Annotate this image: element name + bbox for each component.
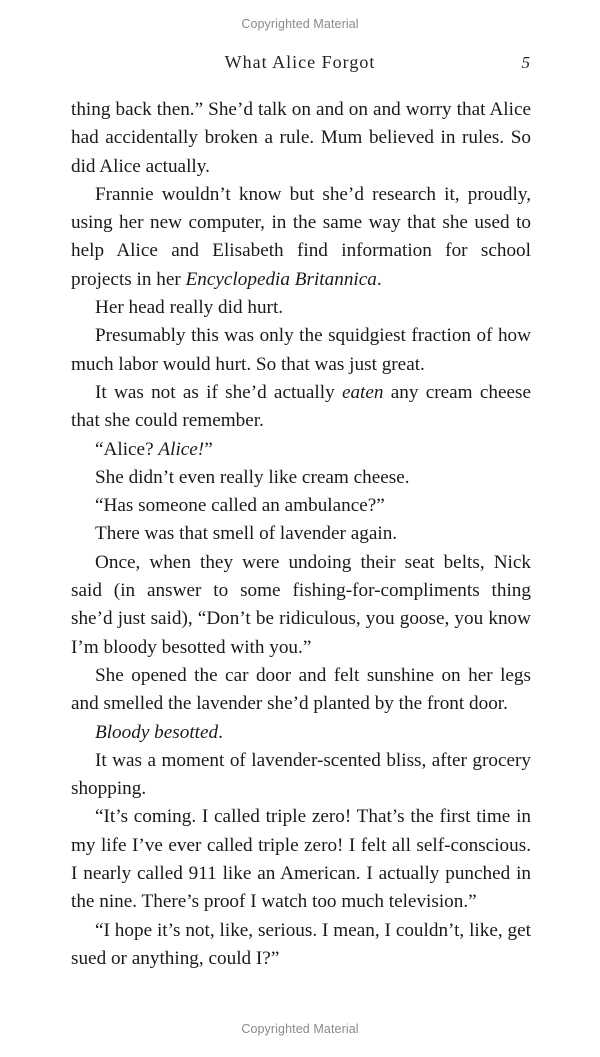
paragraph <box>71 549 531 662</box>
paragraph <box>71 492 531 520</box>
paragraph <box>71 181 531 294</box>
text-run: It was a moment of lavender-scented bliss, after grocery shopping. <box>71 749 531 800</box>
paragraph <box>71 719 531 747</box>
text-run: It was not as if she’d actually <box>95 381 342 403</box>
italic-text: eaten <box>341 381 384 403</box>
paragraph <box>71 322 531 379</box>
paragraph <box>71 747 531 804</box>
text-run: There was that smell of lavender again. <box>95 523 398 545</box>
text-run: “Has someone called an ambulance?” <box>95 495 385 517</box>
copyright-watermark-top: Copyrighted Material <box>241 17 359 31</box>
text-run: “It’s coming. I called triple zero! That’s the first time in my life I’ve ever called triple zero! I felt all self-conscious. I nearly called 911 like an American. I actually punched in the nine. There’s proof I watch too much television.” <box>71 806 531 913</box>
text-run: She didn’t even really like cream cheese. <box>95 466 410 488</box>
paragraph <box>71 294 531 322</box>
italic-text: Bloody besotted <box>95 721 219 743</box>
paragraph <box>71 520 531 548</box>
paragraph <box>71 803 531 916</box>
italic-text: Encyclopedia Britannica <box>185 268 377 290</box>
paragraph <box>71 464 531 492</box>
copyright-watermark-bottom: Copyrighted Material <box>241 1022 359 1036</box>
text-run: ” <box>204 438 213 460</box>
paragraph <box>71 917 531 974</box>
text-run: Presumably this was only the squidgiest fraction of how much labor would hurt. So that was just great. <box>71 325 531 375</box>
paragraph <box>71 436 531 464</box>
text-run: “Alice? <box>95 438 159 460</box>
text-run: Once, when they were undoing their seat belts, Nick said (in answer to some fishing-for-compliments thing she’d just said), “Don’t be ridiculous, you goose, you know I’m bloody besotted with you.” <box>71 551 531 658</box>
text-run: any cream cheese that she could remember. <box>71 381 531 432</box>
text-run: “I hope it’s not, like, serious. I mean, I couldn’t, like, get sued or anything, could I?” <box>71 919 531 969</box>
text-run: thing back then.” She’d talk on and on and worry that Alice had accidentally broken a rule. Mum believed in rules. So did Alice actually. <box>71 99 531 177</box>
body-text <box>71 96 531 973</box>
text-run: Her head really did hurt. <box>95 297 284 319</box>
page-number: 5 <box>521 53 530 72</box>
paragraph <box>71 96 531 181</box>
paragraph <box>71 662 531 719</box>
text-run: She opened the car door and felt sunshine on her legs and smelled the lavender she’d planted by the front door. <box>71 664 531 715</box>
text-run: Frannie wouldn’t know but she’d research it, proudly, using her new computer, in the same way that she used to help Alice and Elisabeth find information for school projects in her <box>71 183 531 290</box>
italic-text: Alice! <box>158 438 205 460</box>
text-run: . <box>376 268 382 290</box>
paragraph <box>71 379 531 436</box>
running-title: What Alice Forgot <box>224 52 376 72</box>
text-run: . <box>218 721 223 743</box>
running-head <box>0 52 600 76</box>
